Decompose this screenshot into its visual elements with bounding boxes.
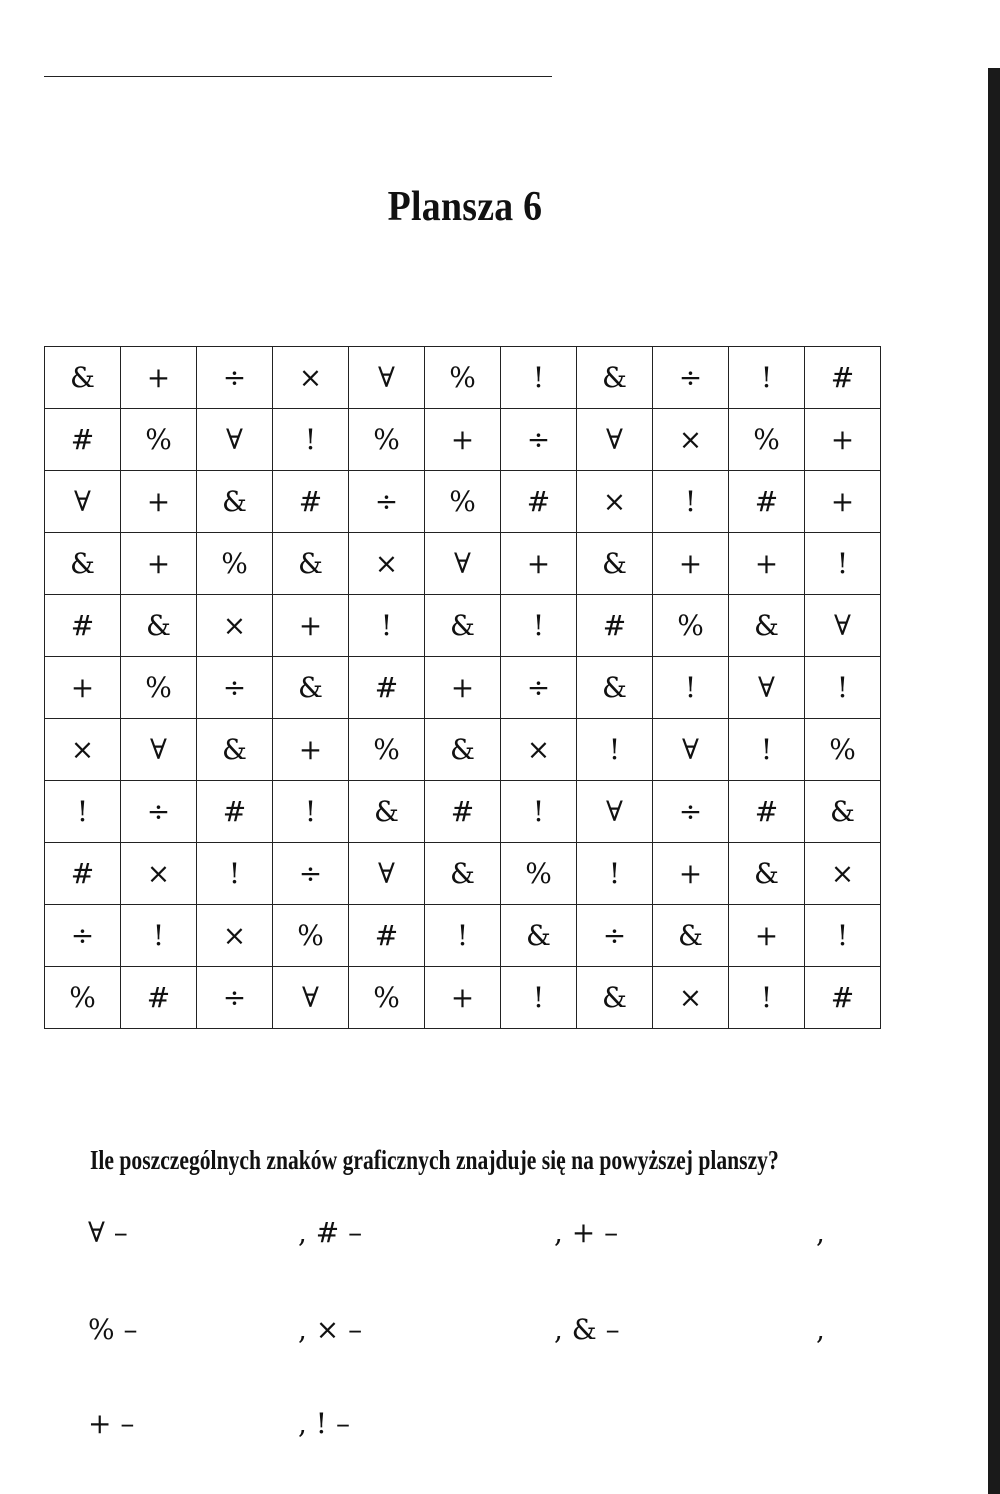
grid-cell: !: [577, 843, 653, 905]
page-edge-shadow: [988, 68, 1000, 1494]
grid-cell: &: [577, 967, 653, 1029]
grid-cell: #: [729, 471, 805, 533]
grid-row: [45, 657, 881, 719]
grid-cell: &: [729, 595, 805, 657]
grid-cell: %: [729, 409, 805, 471]
grid-cell: &: [121, 595, 197, 657]
grid-cell: +: [425, 409, 501, 471]
grid-cell: ∀: [425, 533, 501, 595]
grid-cell: &: [197, 471, 273, 533]
grid-cell: ÷: [653, 347, 729, 409]
grid-cell: #: [45, 843, 121, 905]
grid-cell: ∀: [121, 719, 197, 781]
grid-cell: +: [121, 533, 197, 595]
grid-row: [45, 471, 881, 533]
grid-cell: !: [805, 533, 881, 595]
grid-cell: #: [805, 347, 881, 409]
grid-cell: !: [425, 905, 501, 967]
grid-cell: !: [349, 595, 425, 657]
grid-cell: ÷: [121, 781, 197, 843]
grid-row: [45, 347, 881, 409]
answer-hash: , # –: [298, 1216, 363, 1249]
grid-cell: +: [45, 657, 121, 719]
grid-cell: %: [349, 409, 425, 471]
grid-cell: %: [121, 657, 197, 719]
grid-cell: &: [729, 843, 805, 905]
grid-cell: #: [197, 781, 273, 843]
answer-plus-1: , + –: [554, 1216, 619, 1249]
grid-cell: ×: [273, 347, 349, 409]
grid-cell: #: [121, 967, 197, 1029]
grid-cell: !: [653, 471, 729, 533]
grid-cell: +: [653, 533, 729, 595]
grid-cell: #: [45, 595, 121, 657]
grid-cell: ×: [805, 843, 881, 905]
grid-cell: !: [577, 719, 653, 781]
grid-cell: ×: [577, 471, 653, 533]
grid-cell: %: [121, 409, 197, 471]
grid-row: [45, 533, 881, 595]
answer-plus-2: + –: [88, 1407, 135, 1440]
grid-cell: %: [45, 967, 121, 1029]
grid-cell: !: [729, 347, 805, 409]
grid-cell: #: [349, 905, 425, 967]
answer-sep-2: ,: [816, 1313, 825, 1346]
grid-cell: ×: [501, 719, 577, 781]
answer-percent: % –: [88, 1313, 138, 1346]
grid-cell: %: [197, 533, 273, 595]
grid-cell: !: [653, 657, 729, 719]
grid-cell: +: [805, 471, 881, 533]
grid-cell: ∀: [577, 781, 653, 843]
grid-cell: #: [45, 409, 121, 471]
grid-cell: !: [805, 905, 881, 967]
grid-cell: &: [349, 781, 425, 843]
grid-cell: ÷: [653, 781, 729, 843]
grid-cell: ÷: [349, 471, 425, 533]
grid-cell: &: [577, 347, 653, 409]
grid-cell: !: [805, 657, 881, 719]
grid-cell: ∀: [45, 471, 121, 533]
grid-cell: ∀: [349, 347, 425, 409]
answer-exclamation: , ! –: [298, 1407, 350, 1440]
grid-cell: ∀: [577, 409, 653, 471]
grid-cell: !: [273, 781, 349, 843]
grid-cell: #: [273, 471, 349, 533]
symbol-grid: [44, 346, 881, 1029]
grid-cell: !: [729, 719, 805, 781]
grid-row: [45, 967, 881, 1029]
grid-cell: %: [501, 843, 577, 905]
grid-cell: +: [425, 967, 501, 1029]
grid-cell: ∀: [273, 967, 349, 1029]
grid-cell: ×: [45, 719, 121, 781]
question-text: Ile poszczególnych znaków graficznych znajduje się na powyższej planszy?: [90, 1145, 779, 1175]
grid-cell: #: [729, 781, 805, 843]
grid-cell: ÷: [45, 905, 121, 967]
grid-cell: ∀: [197, 409, 273, 471]
grid-cell: +: [729, 905, 805, 967]
grid-cell: &: [425, 719, 501, 781]
grid-cell: ×: [653, 967, 729, 1029]
grid-cell: +: [425, 657, 501, 719]
grid-cell: ÷: [577, 905, 653, 967]
grid-cell: ×: [197, 905, 273, 967]
grid-cell: %: [805, 719, 881, 781]
grid-cell: %: [425, 471, 501, 533]
grid-cell: ×: [121, 843, 197, 905]
grid-cell: ÷: [197, 657, 273, 719]
grid-cell: +: [653, 843, 729, 905]
grid-cell: +: [121, 471, 197, 533]
grid-cell: #: [805, 967, 881, 1029]
grid-cell: %: [349, 967, 425, 1029]
grid-cell: ∀: [729, 657, 805, 719]
grid-cell: &: [273, 533, 349, 595]
grid-cell: ÷: [501, 657, 577, 719]
grid-cell: !: [501, 347, 577, 409]
grid-cell: &: [805, 781, 881, 843]
grid-cell: %: [653, 595, 729, 657]
grid-row: [45, 595, 881, 657]
grid-row: [45, 843, 881, 905]
answer-sep-1: ,: [816, 1216, 825, 1249]
grid-cell: +: [273, 595, 349, 657]
page-title: Plansza 6: [387, 184, 543, 230]
grid-cell: ÷: [501, 409, 577, 471]
answer-times: , × –: [298, 1313, 363, 1346]
grid-cell: &: [273, 657, 349, 719]
grid-row: [45, 781, 881, 843]
grid-cell: ×: [349, 533, 425, 595]
grid-cell: !: [501, 781, 577, 843]
grid-row: [45, 905, 881, 967]
grid-cell: &: [501, 905, 577, 967]
grid-cell: +: [121, 347, 197, 409]
grid-cell: !: [501, 595, 577, 657]
grid-cell: ÷: [273, 843, 349, 905]
top-rule: [44, 76, 552, 77]
grid-cell: +: [805, 409, 881, 471]
grid-cell: &: [653, 905, 729, 967]
grid-cell: !: [273, 409, 349, 471]
grid-cell: ∀: [349, 843, 425, 905]
answer-forall: ∀ –: [88, 1216, 128, 1249]
grid-cell: %: [349, 719, 425, 781]
grid-cell: &: [577, 533, 653, 595]
grid-cell: !: [197, 843, 273, 905]
grid-cell: ÷: [197, 347, 273, 409]
grid-cell: #: [425, 781, 501, 843]
grid-cell: &: [45, 533, 121, 595]
grid-cell: &: [45, 347, 121, 409]
grid-cell: &: [197, 719, 273, 781]
grid-cell: +: [729, 533, 805, 595]
grid-cell: %: [425, 347, 501, 409]
grid-cell: !: [729, 967, 805, 1029]
grid-cell: ÷: [197, 967, 273, 1029]
grid-cell: %: [273, 905, 349, 967]
grid-cell: !: [45, 781, 121, 843]
grid-cell: !: [501, 967, 577, 1029]
answer-ampersand: , & –: [554, 1313, 620, 1346]
grid-cell: #: [577, 595, 653, 657]
grid-cell: &: [577, 657, 653, 719]
grid-cell: +: [501, 533, 577, 595]
grid-cell: ×: [653, 409, 729, 471]
grid-cell: ∀: [805, 595, 881, 657]
grid-cell: #: [501, 471, 577, 533]
grid-cell: #: [349, 657, 425, 719]
grid-cell: ∀: [653, 719, 729, 781]
grid-cell: !: [121, 905, 197, 967]
grid-cell: &: [425, 843, 501, 905]
grid-row: [45, 719, 881, 781]
grid-cell: +: [273, 719, 349, 781]
grid-row: [45, 409, 881, 471]
grid-cell: ×: [197, 595, 273, 657]
grid-cell: &: [425, 595, 501, 657]
